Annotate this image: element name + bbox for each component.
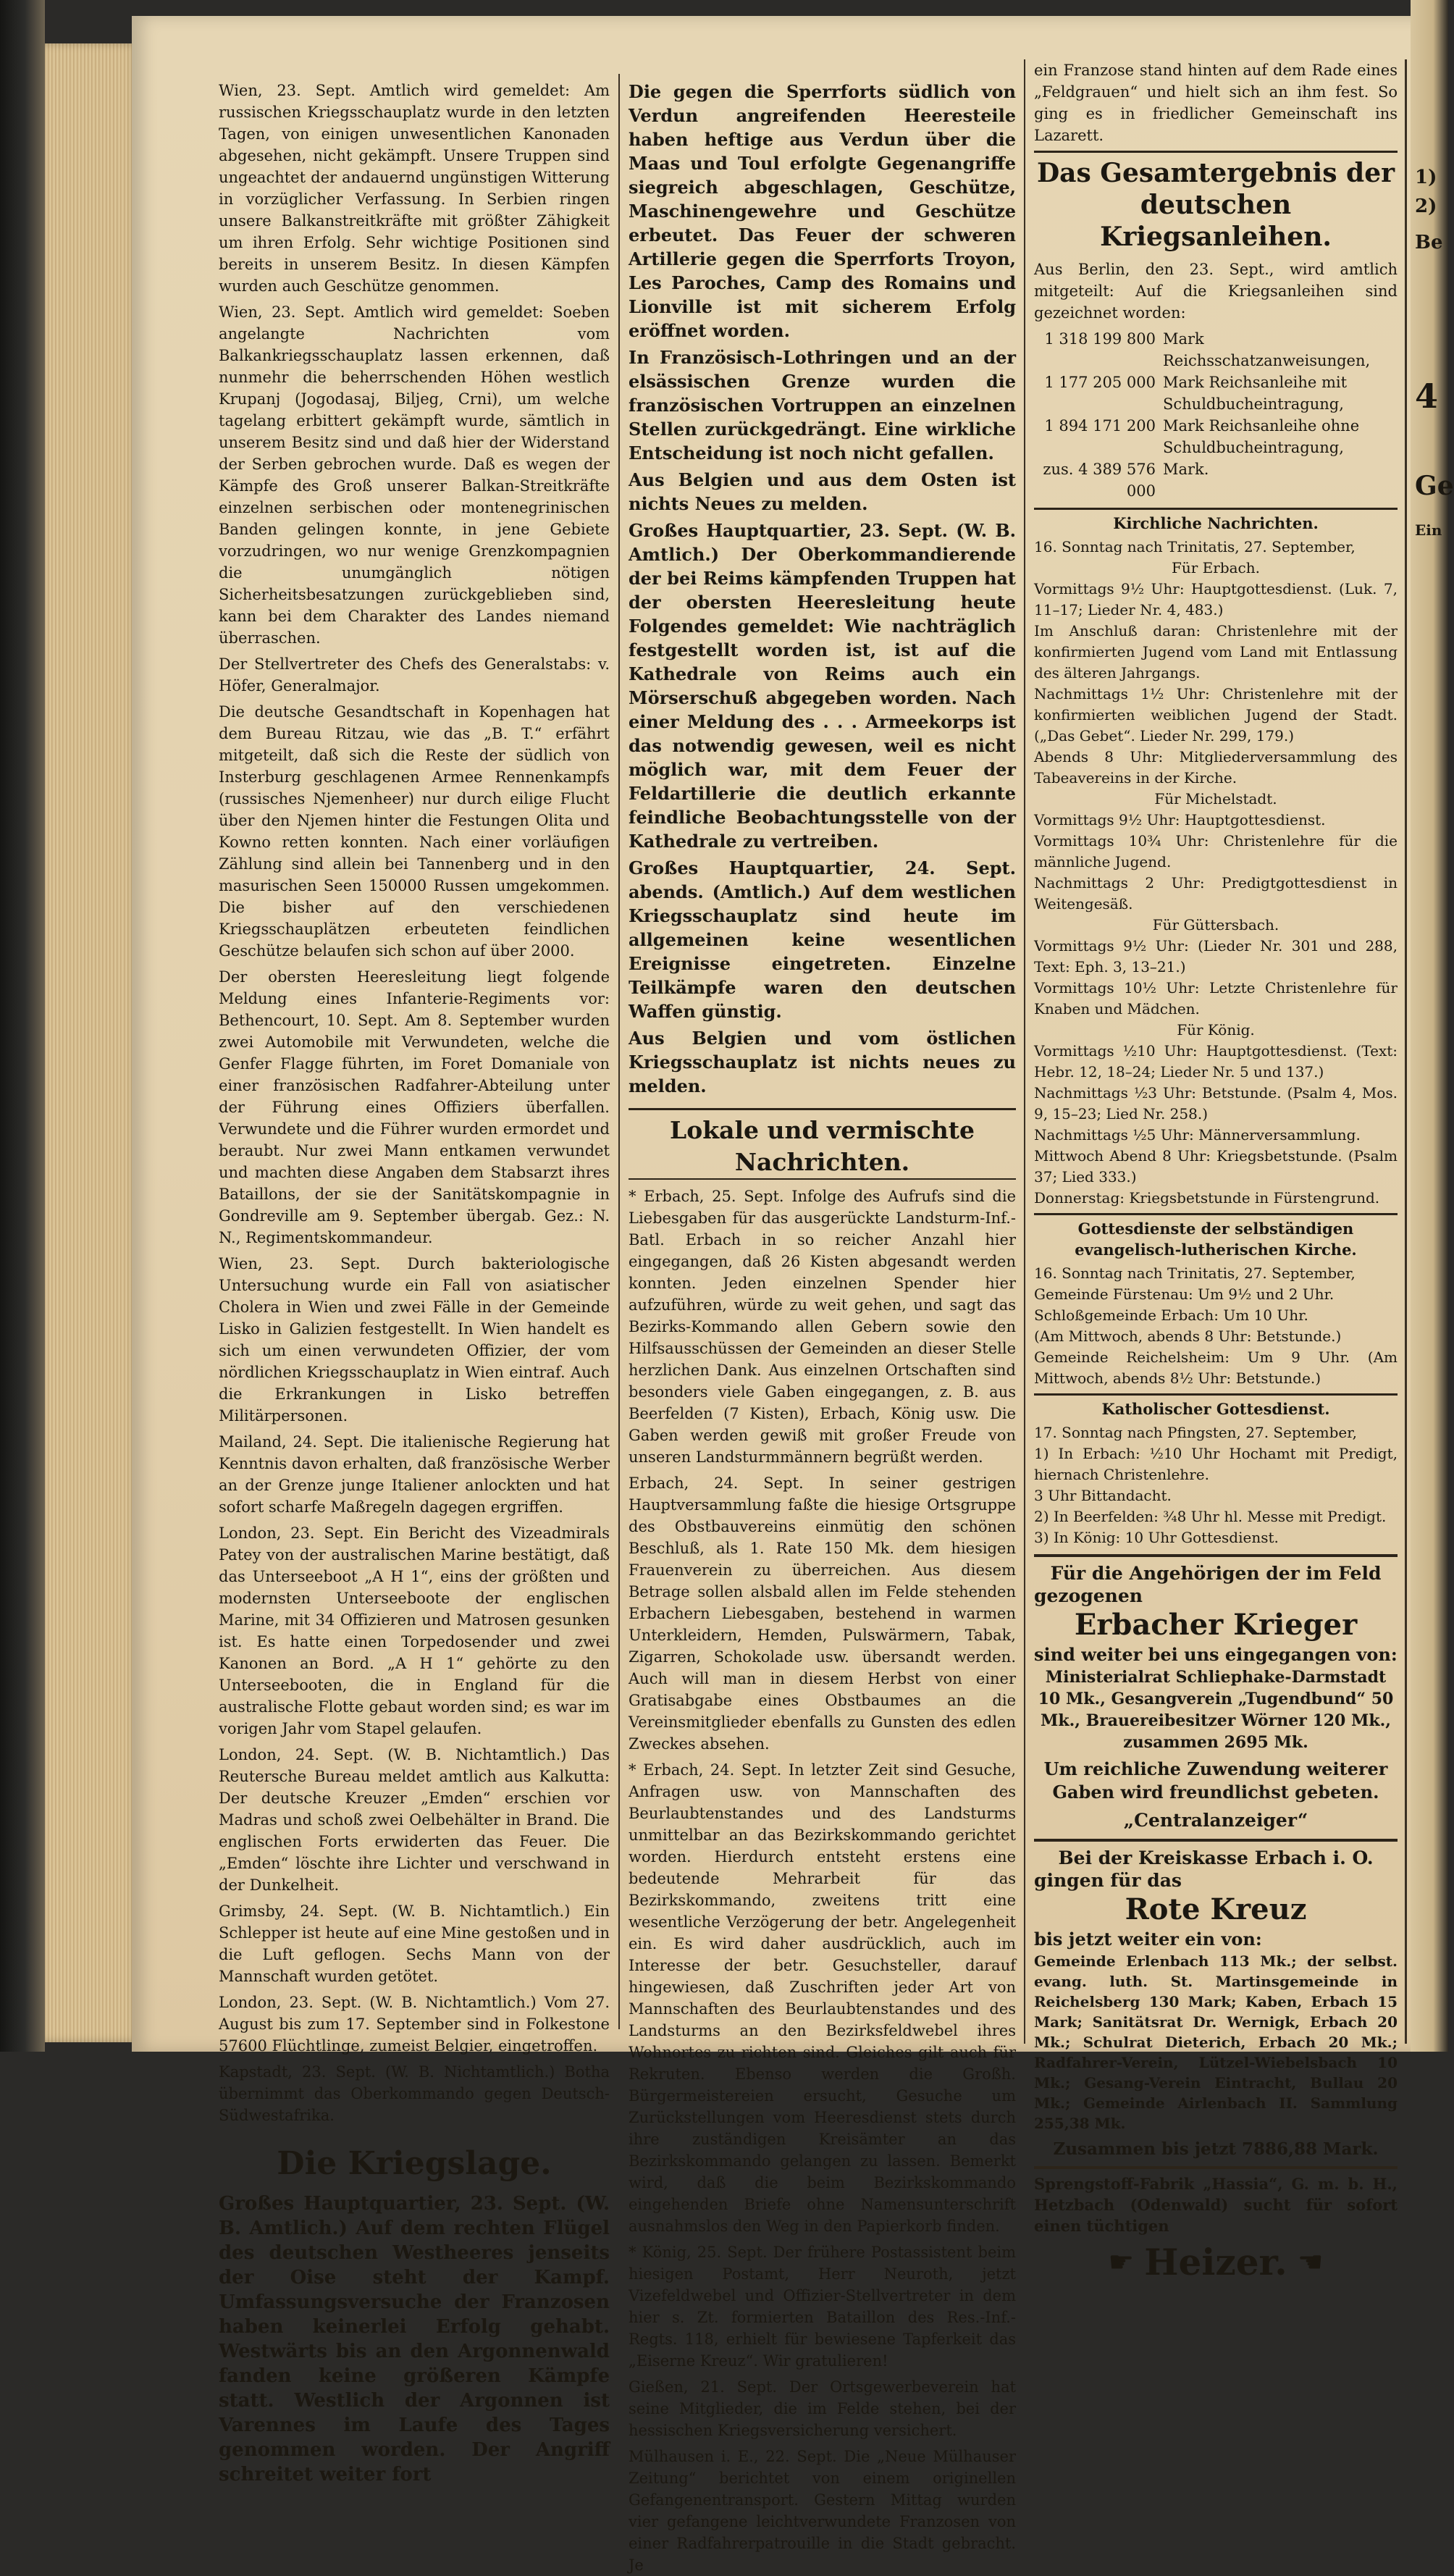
church-news-list xyxy=(1034,537,1398,1209)
ad2-headline: Rote Kreuz xyxy=(1125,1892,1307,1926)
column-1 xyxy=(219,80,610,2485)
edge-fragment: Ge xyxy=(1415,471,1454,501)
catholic-services-list xyxy=(1034,1422,1398,1548)
loan-title: Das Gesamtergebnis der deutschen Kriegsanleihen. xyxy=(1036,158,1395,252)
catholic-line: 3) In König: 10 Uhr Gottesdienst. xyxy=(1034,1529,1279,1546)
news-grimsby: Grimsby, 24. Sept. (W. B. Nichtamtlich.) Ein Schlepper ist heute auf eine Mine gestoßen und in die Luft geflogen. Sechs Mann von der Mannschaft wurden getötet. xyxy=(219,1902,610,1985)
kriegslage-title: Die Kriegslage. xyxy=(277,2145,552,2182)
news-kapstadt: Kapstadt, 23. Sept. (W. B. Nichtamtlich.) Botha übernimmt das Oberkommando gegen Deutsch-Südwestafrika. xyxy=(219,2063,610,2124)
lutheran-services-list xyxy=(1034,1263,1398,1389)
loan-amount: 1 318 199 800 xyxy=(1044,330,1156,348)
edge-fragment: 2) xyxy=(1415,196,1437,217)
church-line: 16. Sonntag nach Trinitatis, 27. September, xyxy=(1034,538,1356,555)
loan-table xyxy=(1034,328,1398,502)
lutheran-line: (Am Mittwoch, abends 8 Uhr: Betstunde.) xyxy=(1034,1327,1342,1345)
loan-amount: 1 177 205 000 xyxy=(1044,374,1156,391)
church-line: Für Güttersbach. xyxy=(1152,916,1279,934)
loan-row xyxy=(1034,372,1398,415)
local-erbach-1: * Erbach, 25. Sept. Infolge des Aufrufs sind die Liebesgaben für das ausgerückte Landsturm-Inf.-Batl. Erbach in so reicher Anzahl hier eingegangen, daß 26 Kisten abgesandt werden konnten. Jeden einzelnen Spender hier aufzuführen, würde zu weit gehen, und sagt das Bezirks-Kommando allen Gebern sowie den Hilfsausschüssen der Gemeinden an dieser Stelle herzlichen Dank. Aus einzelnen Ortschaften sind besonders viele Gaben eingegangen, z. B. aus Beerfelden (7 Kisten), Erbach, König usw. Die Gaben werden gewiß mit großer Freude von unseren Landsturmmännern begrüßt werden. xyxy=(629,1188,1016,1466)
loan-intro: Aus Berlin, den 23. Sept., wird amtlich mitgeteilt: Auf die Kriegsanleihen sind gezeichnet worden: xyxy=(1034,261,1398,322)
loan-label: Mark Reichsanleihe ohne Schuldbucheintragung, xyxy=(1163,417,1360,456)
ad2-donors: Gemeinde Erlenbach 113 Mk.; der selbst. evang. luth. St. Martinsgemeinde in Reichelsberg 130 Mark; Kaben, Erbach 15 Mark; Sanitätsrat Dr. Wernigk, Erbach 20 Mk.; Schulrat Dieterich, Erbach 20 Mk.; Radfahrer-Verein, Lützel-Wiebelsbach 10 Mk.; Gesang-Verein Eintracht, Bullau 20 Mk.; Gemeinde Airlenbach II. Sammlung 255,38 Mk. xyxy=(1034,1952,1398,2132)
church-line: Vormittags 9½ Uhr: Hauptgottesdienst. (Luk. 7, 11–17; Lieder Nr. 4, 483.) xyxy=(1034,580,1398,618)
ad1-line-2: gezogenen xyxy=(1034,1585,1143,1606)
edge-fragment: 4 xyxy=(1415,377,1439,416)
news-london-1: London, 23. Sept. Ein Bericht des Vizeadmirals Patey von der australischen Marine bestätigt, daß das Unterseeboot „A H 1“, eins der größten und modernsten Unterseeboote der englischen Marine, mit 34 Offizieren und Matrosen gesunken ist. Es hatte einen Torpedosender und zwei Kanonen an Bord. „A H 1“ gehörte zu den Unterseebooten, die in England für die australische Flotte gebaut worden sind; es war im vorigen Jahr vom Stapel gelaufen. xyxy=(219,1524,610,1737)
church-line: Vormittags 10½ Uhr: Letzte Christenlehre für Knaben und Mädchen. xyxy=(1034,979,1398,1018)
news-kopenhagen: Die deutsche Gesandtschaft in Kopenhagen hat dem Bureau Ritzau, wie das „B. T.“ erfährt mitgeteilt, daß sich die Reste der südlich von Insterburg geschlagenen Armee Rennenkampfs (russisches Njemenheer) nur durch eilige Flucht über den Njemen hinter die Festungen Olita und Kowno retten konnten. Nach einer vorläufigen Zählung sind allein bei Tannenberg und in den masurischen Seen 150000 Russen umgekommen. Die bisher auf den verschiedenen Kriegsschauplätzen erbeuteten feindlichen Geschütze belaufen sich schon auf über 2000. xyxy=(219,703,610,960)
church-line: Für Erbach. xyxy=(1171,559,1260,576)
ad-erbacher-krieger xyxy=(1034,1554,1398,1833)
loan-row-total xyxy=(1034,458,1398,502)
church-line: Für Michelstadt. xyxy=(1154,790,1277,807)
column-rule-3 xyxy=(1405,59,1407,2044)
edge-fragment: Ein xyxy=(1415,521,1442,539)
news-wien-3: Wien, 23. Sept. Durch bakteriologische Untersuchung wurde ein Fall von asiatischer Cholera in Wien und zwei Fälle in der Gemeinde Lisko in Galizien festgestellt. In Wien handelt es sich um einen verwundeten Offizier, der vom nördlichen Kriegsschauplatz in Wien eintraf. Auch die Erkrankungen in Lisko betreffen Militärpersonen. xyxy=(219,1255,610,1425)
bulletin-west: Großes Hauptquartier, 24. Sept. abends. (Amtlich.) Auf dem westlichen Kriegsschauplatz sind heute im allgemeinen keine wesentlichen Ereignisse eingetreten. Einzelne Teilkämpfe waren den deutschen Waffen günstig. xyxy=(629,857,1016,1022)
bulletin-belgien-2: Aus Belgien und vom östlichen Kriegsschauplatz ist nichts neues zu melden. xyxy=(629,1028,1016,1096)
bulletin-belgien-1: Aus Belgien und aus dem Osten ist nichts Neues zu melden. xyxy=(629,469,1016,514)
loan-total-amount: zus. 4 389 576 000 xyxy=(1043,461,1156,500)
local-erbach-3: * Erbach, 24. Sept. In letzter Zeit sind Gesuche, Anfragen usw. von Mannschaften des Beurlaubtenstandes und des Landsturms unmittelbar an das Bezirkskommando gerichtet worden. Hierdurch entsteht erstens eine bedeutende Mehrarbeit für das Bezirkskommando, zweitens tritt eine wesentliche Verzögerung der betr. Angelegenheit ein. Es wird daher ausdrücklich, auch im Interesse der betr. Gesuchsteller, darauf hingewiesen, daß Zuschriften jeder Art von Mannschaften des Beurlaubtenstandes und des Landsturms an den Bezirksfeldwebel ihres Wohnortes zu richten sind. Gleiches gilt auch für Rekruten. Ebenso werden die Großh. Bürgermeistereien ersucht, Gesuche um Zurückstellungen vom Heeresdienst stets durch ihre zuständigen Kreisämter an das Bezirkskommando gelangen zu lassen. Bemerkt wird, daß die beim Bezirkskommando eingehenden Briefe ohne Namensunterschrift ausnahmslos den Weg in den Papierkorb finden. xyxy=(629,1761,1016,2235)
ad1-line-1: Für die Angehörigen der im Feld xyxy=(1050,1563,1382,1584)
newspaper-page xyxy=(132,16,1421,2574)
book-binding xyxy=(0,0,45,2052)
ad2-line-2: gingen für das xyxy=(1034,1870,1182,1891)
news-lazarett-end: ein Franzose stand hinten auf dem Rade eines „Feldgrauen“ und hielt sich an ihm fest. So ging es in friedlicher Gemeinschaft ins Lazarett. xyxy=(1034,62,1398,144)
catholic-line: 3 Uhr Bittandacht. xyxy=(1034,1487,1172,1504)
lutheran-line: Gemeinde Reichelsheim: Um 9 Uhr. (Am Mittwoch, abends 8½ Uhr: Betstunde.) xyxy=(1034,1348,1398,1387)
ad2-line-1: Bei der Kreiskasse Erbach i. O. xyxy=(1058,1847,1374,1868)
lutheran-line: Schloßgemeinde Erbach: Um 10 Uhr. xyxy=(1034,1306,1308,1324)
loan-label: Mark Reichsanleihe mit Schuldbucheintragung, xyxy=(1163,374,1348,413)
column-2 xyxy=(629,80,1016,2574)
column-rule-2 xyxy=(1024,59,1025,2044)
church-line: Für König. xyxy=(1177,1021,1255,1039)
church-line: Vormittags 9½ Uhr: Hauptgottesdienst. xyxy=(1034,811,1326,828)
column-3 xyxy=(1034,59,1398,2283)
news-wien-2-signature: Der Stellvertreter des Chefs des Generalstabs: v. Höfer, Generalmajor. xyxy=(219,655,610,695)
column-rule-1 xyxy=(618,74,620,2029)
lutheran-line: Gemeinde Fürstenau: Um 9½ und 2 Uhr. xyxy=(1034,1285,1335,1303)
church-line: Mittwoch Abend 8 Uhr: Kriegsbetstunde. (Psalm 37; Lied 333.) xyxy=(1034,1147,1398,1186)
church-line: Vormittags ½10 Uhr: Hauptgottesdienst. (Text: Hebr. 12, 18–24; Lieder Nr. 5 und 137.) xyxy=(1034,1042,1398,1081)
hand-pointer-right-icon: ☚ xyxy=(1297,2246,1324,2279)
loan-amount: 1 894 171 200 xyxy=(1044,417,1156,435)
church-line: Vormittags 9½ Uhr: (Lieder Nr. 301 und 288, Text: Eph. 3, 13–21.) xyxy=(1034,937,1398,976)
ad2-total: Zusammen bis jetzt 7886,88 Mark. xyxy=(1053,2139,1379,2159)
bulletin-lothringen: In Französisch-Lothringen und an der elsässischen Grenze wurden die französischen Vortruppen an einzelnen Stellen zurückgedrängt. Eine wirkliche Entscheidung ist noch nicht gefallen. xyxy=(629,347,1016,463)
ad1-signature: „Centralanzeiger“ xyxy=(1123,1810,1308,1831)
hand-pointer-left-icon: ☛ xyxy=(1108,2246,1135,2279)
local-koenig: * König, 25. Sept. Der frühere Postassistent beim hiesigen Postamt, Herr Neuroth, jetzt Vizefeldwebel und Offizier-Stellvertreter in dem hier s. Zt. formierten Bataillon des Res.-Inf.-Regts. 118, erhielt für bewiesene Tapferkeit das „Eiserne Kreuz“. Wir gratulieren! xyxy=(629,2244,1016,2370)
church-line: Nachmittags ½5 Uhr: Männerversammlung. xyxy=(1034,1126,1361,1144)
news-wien-1: Wien, 23. Sept. Amtlich wird gemeldet: Am russischen Kriegsschauplatz wurde in den letzten Tagen, von einigen unwesentlichen Kanonaden abgesehen, nicht gekämpft. Unsere Truppen sind ungeachtet der andauernd ungünstigen Witterung in vorzüglicher Verfassung. In Serbien ringen unsere Balkanstreitkräfte mit größter Zähigkeit um ihren Erfolg. Sehr wichtige Positionen sind bereits in unserem Besitz. In diesen Kämpfen wurden auch Geschütze genommen. xyxy=(219,82,610,295)
news-wien-2: Wien, 23. Sept. Amtlich wird gemeldet: Soeben angelangte Nachrichten vom Balkankriegsschauplatz lassen erkennen, daß nunmehr die beherrschenden Höhen westlich Krupanj (Jogodasaj, Biljeg, Crni), um welche tagelang erbittert gekämpft wurde, sämtlich in unserem Besitz sind und daß hier der Widerstand der Serben gebrochen wurde. Daß es wegen der Kämpfe des Groß unserer Balkan-Streitkräfte einzelnen serbischen oder montenegrinischen Banden gelingen konnte, in jene Gebiete vorzudringen, wo nur wenige Grenzkompagnien die unumgänglich nötigen Sicherheitsbesatzungen zurückgeblieben sind, kann bei dem Charakter des Landes niemand überraschen. xyxy=(219,303,610,647)
church-line: Donnerstag: Kriegsbetstunde in Fürstengrund. xyxy=(1034,1189,1380,1207)
church-line: Nachmittags ½3 Uhr: Betstunde. (Psalm 4, Mos. 9, 15–23; Lied Nr. 258.) xyxy=(1034,1084,1398,1123)
loan-row xyxy=(1034,415,1398,458)
catholic-services-title: Katholischer Gottesdienst. xyxy=(1101,1400,1330,1418)
lokal-title: Lokale und vermischte Nachrichten. xyxy=(670,1116,975,1176)
church-line: Vormittags 10¾ Uhr: Christenlehre für die männliche Jugend. xyxy=(1034,832,1398,870)
catholic-line: 1) In Erbach: ½10 Uhr Hochamt mit Predigt, hiernach Christenlehre. xyxy=(1034,1445,1398,1483)
news-london-2: London, 24. Sept. (W. B. Nichtamtlich.) Das Reutersche Bureau meldet amtlich aus Kalkutta: Der deutsche Kreuzer „Emden“ erschien vor Madras und schoß zwei Oelbehälter in Brand. Die englischen Forts erwiderten das Feuer. Die „Emden“ löschte ihre Lichter und verschwand in der Dunkelheit. xyxy=(219,1746,610,1894)
lutheran-services-title: Gottesdienste der selbständigen evangelisch-lutherischen Kirche. xyxy=(1075,1220,1357,1259)
loan-label: Mark Reichsschatzanweisungen, xyxy=(1163,330,1371,369)
church-line: Im Anschluß daran: Christenlehre mit der konfirmierten Jugend vom Land mit Entlassung des älteren Jahrgangs. xyxy=(1034,622,1398,681)
local-giessen: Gießen, 21. Sept. Der Ortsgewerbeverein hat seine Mitglieder, die im Felde stehen, bei der hessischen Kriegsversicherung versichert. xyxy=(629,2378,1016,2439)
church-news-title: Kirchliche Nachrichten. xyxy=(1113,514,1319,532)
next-page-edge xyxy=(1411,0,1454,2052)
church-line: Nachmittags 1½ Uhr: Christenlehre mit der konfirmierten weiblichen Jugend der Stadt. („Das Gebet“. Lieder Nr. 299, 179.) xyxy=(1034,685,1398,744)
lutheran-line: 16. Sonntag nach Trinitatis, 27. September, xyxy=(1034,1264,1356,1282)
news-heeresleitung: Der obersten Heeresleitung liegt folgende Meldung eines Infanterie-Regiments vor: Bethencourt, 10. Sept. Am 8. September wurden zwei Automobile mit Verwundeten, welche die Genfer Flagge führten, im Foret Domaniale von einer französischen Radfahrer-Abteilung unter der Führung eines Offiziers überfallen. Verwundete und die Führer wurden ermordet und beraubt. Nur zwei Mann entkamen verwundet und machten diese Angaben dem Stabsarzt ihres Bataillons, der sie der Sanitätskompagnie in Gondreville am 9. September übergab. Gez.: N. N., Regimentskommandeur. xyxy=(219,968,610,1246)
ad3-headline: Heizer. xyxy=(1144,2241,1287,2283)
church-line: Nachmittags 2 Uhr: Predigtgottesdienst in Weitengesäß. xyxy=(1034,874,1398,912)
edge-fragment: 1) xyxy=(1415,167,1437,188)
catholic-line: 17. Sonntag nach Pfingsten, 27. September, xyxy=(1034,1424,1357,1441)
edge-fragment: Be xyxy=(1415,232,1443,253)
loan-row xyxy=(1034,328,1398,372)
bulletin-reims: Großes Hauptquartier, 23. Sept. (W. B. Amtlich.) Der Oberkommandierende der bei Reims kämpfenden Truppen hat der obersten Heeresleitung heute Folgendes gemeldet: Wie nachträglich festgestellt worden ist, ist auf die Kathedrale von Reims auch ein Mörserschuß abgegeben worden. Nach einer Meldung des . . . Armeekorps ist das notwendig gewesen, weil es nicht möglich war, mit dem Feuer der Feldartillerie die deutlich erkannte feindliche Beobachtungsstelle von der Kathedrale zu vertreiben. xyxy=(629,520,1016,852)
church-line: Abends 8 Uhr: Mitgliederversammlung des Tabeavereins in der Kirche. xyxy=(1034,748,1398,786)
news-london-3: London, 23. Sept. (W. B. Nichtamtlich.) Vom 27. August bis zum 17. September sind in Folkestone 57600 Flüchtlinge, zumeist Belgier, eingetroffen. xyxy=(219,1994,610,2055)
ad-heizer xyxy=(1034,2166,1398,2284)
local-erbach-2: Erbach, 24. Sept. In seiner gestrigen Hauptversammlung faßte die hiesige Ortsgruppe des Obstbauvereins einmütig den schönen Beschluß, als 1. Rate 150 Mk. dem hiesigen Frauenverein zu überreichen. Aus diesem Betrage sollen alsbald allen im Felde stehenden Erbachern Liebesgaben, bestehend in warmen Unterkleidern, Hemden, Pulswärmern, Tabak, Zigarren, Schokolade usw. übersandt werden. Auch will man in diesem Herbst von einer Gratisabgabe eines Obstbaumes an die Vereinsmitglieder ebenfalls zu Gunsten des edlen Zweckes absehen. xyxy=(629,1474,1016,1753)
page-edges xyxy=(45,43,139,2042)
ad1-donors: Ministerialrat Schliephake-Darmstadt 10 Mk., Gesangverein „Tugendbund“ 50 Mk., Brauereibesitzer Wörner 120 Mk., zusammen 2695 Mk. xyxy=(1038,1668,1394,1752)
catholic-line: 2) In Beerfelden: ¾8 Uhr hl. Messe mit Predigt. xyxy=(1034,1508,1387,1525)
ad-rote-kreuz xyxy=(1034,1839,1398,2160)
local-muehlhausen: Mülhausen i. E., 22. Sept. Die „Neue Mülhauser Zeitung“ berichtet von einem originellen Gefangenentransport. Gestern Mittag wurden vier gefangene leichtverwundete Franzosen von einer Radfahrerpatrouille in die Stadt gebracht. Je xyxy=(629,2448,1016,2574)
ad3-text: Sprengstoff-Fabrik „Hassia“, G. m. b. H., Hetzbach (Odenwald) sucht für sofort einen tüchtigen xyxy=(1034,2175,1398,2235)
bulletin-verdun: Die gegen die Sperrforts südlich von Verdun angreifenden Heeresteile haben heftige aus Verdun über die Maas und Toul erfolgte Gegenangriffe siegreich abgeschlagen, Geschütze, Maschinengewehre und Geschütze erbeutet. Das Feuer der schweren Artillerie gegen die Sperrforts Troyon, Les Paroches, Camp des Romains und Lionville ist mit sicherem Erfolg eröffnet worden. xyxy=(629,81,1016,341)
ad1-headline: Erbacher Krieger xyxy=(1074,1608,1358,1642)
loan-total-label: Mark. xyxy=(1163,461,1209,478)
ad1-line-3: sind weiter bei uns eingegangen von: xyxy=(1034,1644,1398,1665)
news-mailand: Mailand, 24. Sept. Die italienische Regierung hat Kenntnis davon erhalten, daß französische Werber an der Grenze junge Italiener anlockten und hat sofort scharfe Maßregeln dagegen ergriffen. xyxy=(219,1433,610,1516)
kriegslage-body: Großes Hauptquartier, 23. Sept. (W. B. Amtlich.) Auf dem rechten Flügel des deutschen Westheeres jenseits der Oise steht der Kampf. Umfassungsversuche der Franzosen haben keinerlei Erfolg gehabt. Westwärts bis an den Argonnenwald fanden keine größeren Kämpfe statt. Westlich der Argonnen ist Varennes im Laufe des Tages genommen worden. Der Angriff schreitet weiter fort xyxy=(219,2193,610,2485)
ad2-line-3: bis jetzt weiter ein von: xyxy=(1034,1929,1262,1950)
ad1-appeal: Um reichliche Zuwendung weiterer Gaben wird freundlichst gebeten. xyxy=(1043,1758,1388,1803)
